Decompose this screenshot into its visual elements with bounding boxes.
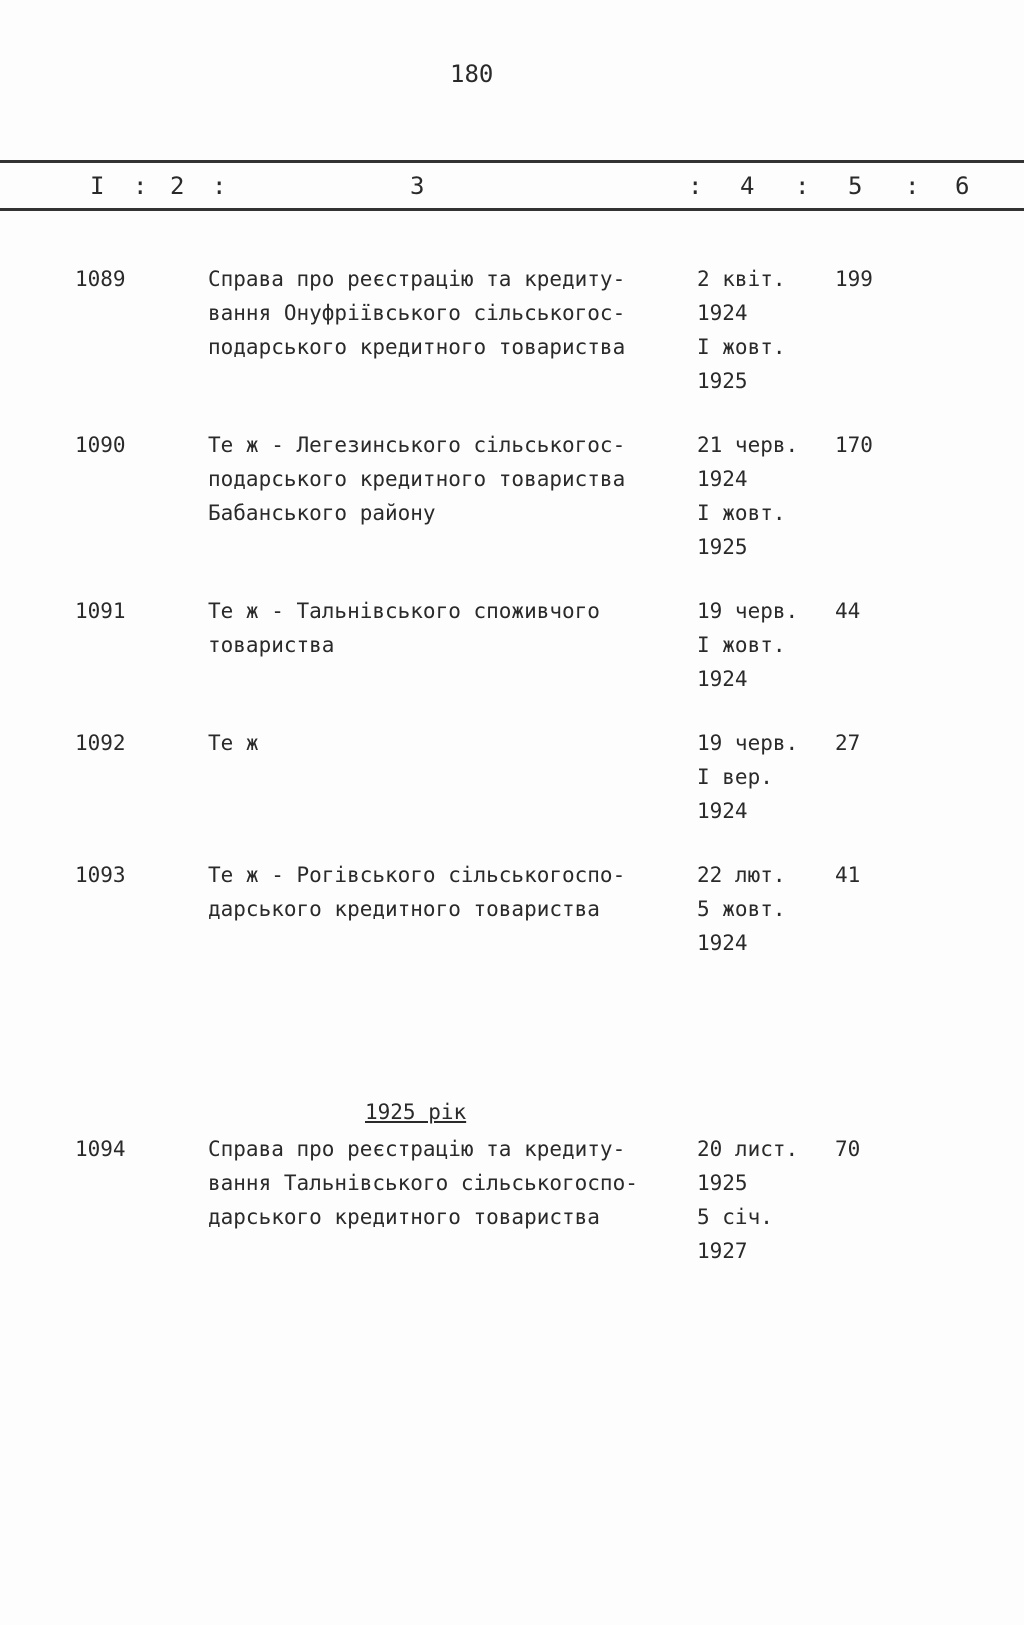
entry-number: 1090 [75,433,126,457]
entry-pages: 170 [835,433,873,457]
header-bottom-rule [0,208,1024,211]
sep: : [905,172,920,200]
col-5: 5 [848,172,863,200]
entry-dates: 19 черв. I вер. 1924 [697,731,799,823]
entry-number: 1094 [75,1137,126,1161]
entry-description: Те ж - Легезинського сільськогос- подарського кредитного товариства Бабанського району [208,433,626,525]
entry-pages: 199 [835,267,873,291]
sep: : [795,172,810,200]
entry-dates: 20 лист. 1925 5 січ. 1927 [697,1137,799,1263]
entry-pages: 44 [835,599,861,623]
col-4: 4 [740,172,755,200]
entry-description: Справа про реєстрацію та кредиту- вання Тальнівського сільськогоспо- дарського кредитного товариства [208,1137,638,1229]
col-3: 3 [410,172,425,200]
entry-number: 1089 [75,267,126,291]
sep: : [212,172,227,200]
sep: : [688,172,703,200]
entry-dates: 19 черв. I жовт. 1924 [697,599,799,691]
entry-description: Те ж [208,731,259,755]
entry-pages: 70 [835,1137,861,1161]
header-top-rule [0,160,1024,163]
entry-description: Справа про реєстрацію та кредиту- вання Онуфріївського сільськогос- подарського кредитного товариства [208,267,626,359]
col-2: 2 [170,172,185,200]
entry-number: 1092 [75,731,126,755]
entry-dates: 21 черв. 1924 I жовт. 1925 [697,433,799,559]
entry-dates: 22 лют. 5 жовт. 1924 [697,863,786,955]
entry-pages: 27 [835,731,861,755]
col-1: I [90,172,105,200]
entry-number: 1091 [75,599,126,623]
column-header [0,172,1024,204]
entry-description: Те ж - Рогівського сільськогоспо- дарського кредитного товариства [208,863,626,921]
sep: : [133,172,148,200]
col-6: 6 [955,172,970,200]
page-number: 180 [450,60,494,88]
entry-number: 1093 [75,863,126,887]
entry-dates: 2 квіт. 1924 I жовт. 1925 [697,267,786,393]
entry-pages: 41 [835,863,861,887]
entry-description: Те ж - Тальнівського споживчого товариства [208,599,600,657]
year-heading: 1925 рік [365,1100,467,1124]
